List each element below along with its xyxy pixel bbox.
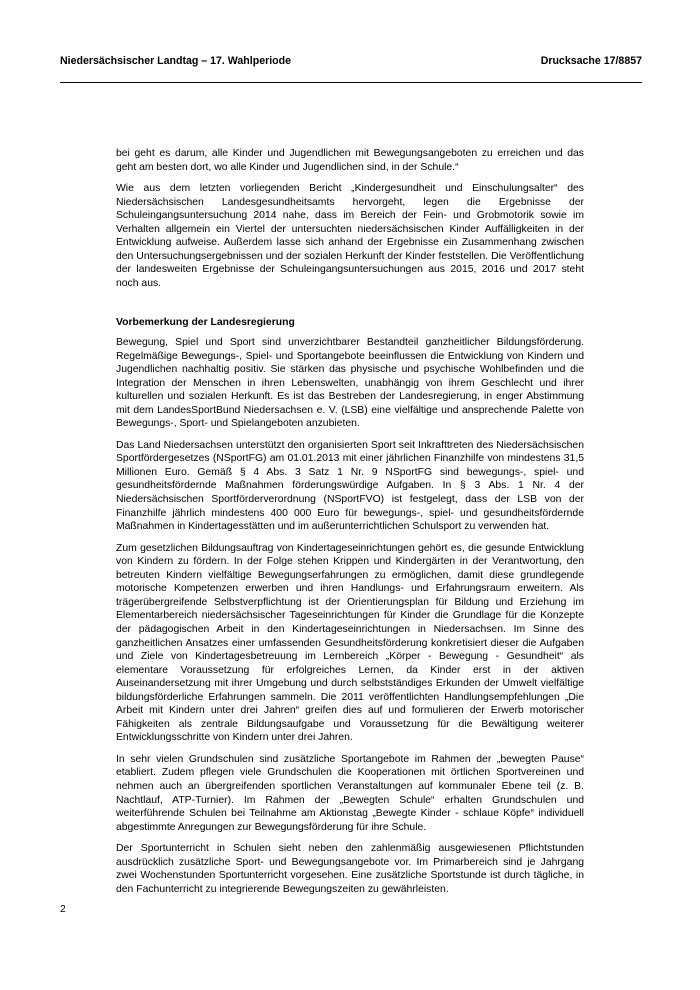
- paragraph: In sehr vielen Grundschulen sind zusätzliche Sportangebote im Rahmen der „bewegten Pause“ etabliert. Zudem pflegen viele Grundschulen die Kooperationen mit örtlichen Sportvereinen und nehmen auch an übergreifenden sportlichen Veranstaltungen auf kommunaler Ebene teil (z. B. Nachtlauf, ATP-Turnier). Im Rahmen der „Bewegten Schule“ erhalten Grundschulen und weiterführende Schulen bei Teilnahme am Aktionstag „Bewegte Kinder - schlaue Köpfe“ individuell abgestimmte Anregungen zur Bewegungsförderung für ihre Schule.: [116, 753, 584, 833]
- paragraph: Bewegung, Spiel und Sport sind unverzichtbarer Bestandteil ganzheitlicher Bildungsförderung. Regelmäßige Bewegungs-, Spiel- und Sportangebote beeinflussen die Entwicklung von Kindern und Jugendlichen nachhaltig positiv. Sie stärken das physische und psychische Wohlbefinden und die Integration der Menschen in ihren Lebenswelten, unabhängig von ihrem Geschlecht und ihrer kulturellen und sozialen Herkunft. Es ist das Bestreben der Landesregierung, in enger Abstimmung mit dem LandesSportBund Niedersachsen e. V. (LSB) eine vielfältige und ansprechende Palette von Bewegungs-, Sport- und Spielangeboten anzubieten.: [116, 337, 584, 430]
- paragraph: Wie aus dem letzten vorliegenden Bericht „Kindergesundheit und Einschulungsalter“ des Niedersächsischen Landesgesundheitsamts hervorgeht, legen die Ergebnisse der Schuleingangsuntersuchung 2014 nahe, dass im Bereich der Fein- und Grobmotorik sowie im Verhalten allgemein ein Viertel der untersuchten niedersächsischen Kinder Auffälligkeiten in der Entwicklung aufweise. Außerdem lasse sich anhand der Ergebnisse ein Zusammenhang zwischen den Untersuchungsergebnissen und der sozialen Herkunft der Kinder feststellen. Die Veröffentlichung der landesweiten Ergebnisse der Schuleingangsuntersuchungen aus 2015, 2016 und 2017 steht noch aus.: [116, 183, 584, 289]
- section-heading: Vorbemerkung der Landesregierung: [116, 317, 295, 329]
- page-header: [60, 55, 642, 71]
- page-number: 2: [60, 904, 66, 915]
- paragraph: Das Land Niedersachsen unterstützt den organisierten Sport seit Inkrafttreten des Niedersächsischen Sportfördergesetzes (NSportFG) am 01.01.2013 mit einer jährlichen Finanzhilfe von mindestens 31,5 Millionen Euro. Gemäß § 4 Abs. 3 Satz 1 Nr. 9 NSportFG sind bewegungs-, spiel- und gesundheitsfördernde Maßnahmen förderungswürdige Aufgaben. In § 3 Abs. 1 Nr. 4 der Niedersächsischen Sportförderverordnung (NSportFVO) ist festgelegt, dass der LSB von der Finanzhilfe jährlich mindestens 400 000 Euro für bewegungs-, spiel- und gesundheitsfördernde Maßnahmen in Kindertagesstätten und im außerunterrichtlichen Schulsport zu verwenden hat.: [116, 439, 584, 533]
- document-body: [116, 147, 584, 904]
- document-number: Drucksache 17/8857: [540, 55, 642, 67]
- paragraph: Der Sportunterricht in Schulen sieht neben den zahlenmäßig ausgewiesenen Pflichtstunden ausdrücklich zusätzliche Sport- und Bewegungsangebote vor. Im Primarbereich sind je Jahrgang zwei Wochenstunden Sportunterricht vorgesehen. Eine zusätzliche Sportstunde ist durch tägliche, in den Fachunterricht zu integrierende Bewegungszeiten zu gewährleisten.: [116, 843, 584, 895]
- paragraph: Zum gesetzlichen Bildungsauftrag von Kindertageseinrichtungen gehört es, die gesunde Entwicklung von Kindern zu fördern. In der Folge stehen Krippen und Kindergärten in der Verantwortung, den betreuten Kindern vielfältige Bewegungserfahrungen zu ermöglichen, damit diese grundlegende motorische Kompetenzen erwerben und ihren Handlungs- und Erfahrungsraum erweitern. Als trägerübergreifende Selbstverpflichtung ist der Orientierungsplan für Bildung und Erziehung im Elementarbereich niedersächsischer Tageseinrichtungen für Kinder die Grundlage für die Konzepte der pädagogischen Arbeit in den Kindertageseinrichtungen in Niedersachsen. Im Sinne des ganzheitlichen Ansatzes einer umfassenden Gesundheitsförderung konkretisiert dieser die Aufgaben und Ziele von Kindertagesbetreuung im Lernbereich „Körper - Bewegung - Gesundheit“ als elementare Voraussetzung für erfolgreiches Lernen, da Kinder erst in der aktiven Auseinandersetzung mit ihrer Umgebung und durch selbstständiges Erkunden der Umwelt vielfältige bildungsförderliche Erfahrungen sammeln. Die 2011 veröffentlichten Handlungsempfehlungen „Die Arbeit mit Kindern unter drei Jahren“ greifen dies auf und formulieren der Erwerb motorischer Fähigkeiten als zentrale Bildungsaufgabe und Voraussetzung für die Bewältigung weiterer Entwicklungsschritte von Kindern unter drei Jahren.: [116, 542, 584, 744]
- paragraph: bei geht es darum, alle Kinder und Jugendlichen mit Bewegungsangeboten zu erreichen und das geht am besten dort, wo alle Kinder und Jugendlichen sind, in der Schule.“: [116, 148, 584, 173]
- header-divider: [60, 82, 642, 83]
- parliament-title: Niedersächsischer Landtag – 17. Wahlperiode: [60, 55, 291, 67]
